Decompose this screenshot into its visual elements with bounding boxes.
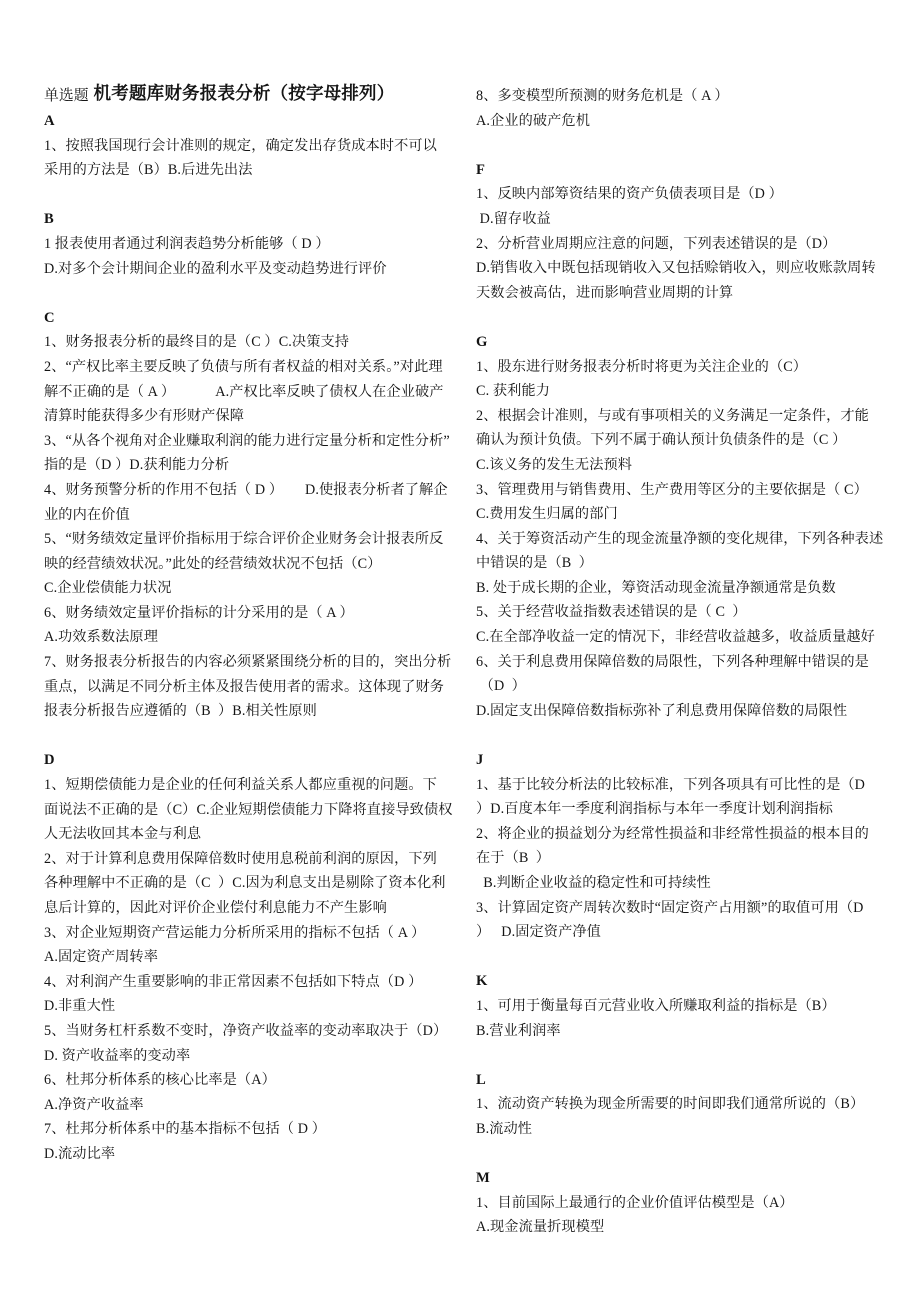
text-line: B.判断企业收益的稳定性和可持续性 xyxy=(476,875,711,891)
text-line: 3、“从各个视角对企业赚取利润的能力进行定量分析和定性分析” xyxy=(44,432,450,449)
text-line: 6、财务绩效定量评价指标的计分采用的是（ A ） xyxy=(44,604,354,621)
text-line: 1、财务报表分析的最终目的是（C ）C.决策支持 xyxy=(44,334,350,351)
text-line: 采用的方法是（B）B.后进先出法 xyxy=(44,162,253,179)
section-heading-c: C xyxy=(44,309,55,326)
text-line: 解不正确的是（ A ） A.产权比率反映了债权人在企业破产 xyxy=(44,383,444,400)
text-line: 2、对于计算利息费用保障倍数时使用息税前利润的原因，下列 xyxy=(44,850,437,867)
section-heading-g: G xyxy=(476,333,488,350)
text-line: 确认为预计负债。下列不属于确认预计负债条件的是（C ） xyxy=(476,432,847,449)
text-line: 重点，以满足不同分析主体及报告使用者的需求。这体现了财务 xyxy=(44,678,445,695)
paragraph-spacer xyxy=(476,133,894,158)
paragraph-spacer xyxy=(476,723,894,748)
paragraph-spacer xyxy=(476,1043,894,1068)
right-column xyxy=(476,84,894,1240)
paragraph-spacer xyxy=(44,183,456,208)
text-line: 面说法不正确的是（C）C.企业短期偿债能力下降将直接导致债权 xyxy=(44,801,453,818)
text-line: A.净资产收益率 xyxy=(44,1096,144,1113)
text-line: D.对多个会计期间企业的盈利水平及变动趋势进行评价 xyxy=(44,260,387,277)
section-heading-j: J xyxy=(476,752,484,769)
text-line: 7、财务报表分析报告的内容必须紧紧围绕分析的目的，突出分析 xyxy=(44,654,452,671)
text-line: 人无法收回其本金与利息 xyxy=(44,826,202,843)
paragraph-spacer xyxy=(44,281,456,306)
text-line: 天数会被高估，进而影响营业周期的计算 xyxy=(476,284,734,301)
text-line: 4、财务预警分析的作用不包括（ D ） D.使报表分析者了解企 xyxy=(44,481,448,498)
text-line: 1、流动资产转换为现金所需要的时间即我们通常所说的（B） xyxy=(476,1096,865,1113)
text-line: B.营业利润率 xyxy=(476,1022,561,1039)
text-line: 1 报表使用者通过利润表趋势分析能够（ D ） xyxy=(44,235,330,252)
text-line: D.固定支出保障倍数指标弥补了利息费用保障倍数的局限性 xyxy=(476,702,848,719)
text-line: D.销售收入中既包括现销收入又包括赊销收入，则应收账款周转 xyxy=(476,260,876,277)
paragraph-spacer xyxy=(44,724,456,749)
question-type-label: 单选题 xyxy=(44,88,89,104)
text-line: 3、管理费用与销售费用、生产费用等区分的主要依据是（ C） xyxy=(476,481,868,498)
text-line: 5、“财务绩效定量评价指标用于综合评价企业财务会计报表所反 xyxy=(44,531,444,548)
section-heading-m: M xyxy=(476,1170,490,1187)
text-line: A.现金流量折现模型 xyxy=(476,1219,605,1236)
text-line: 4、对利润产生重要影响的非正常因素不包括如下特点（D ） xyxy=(44,973,423,990)
text-line: 1、目前国际上最通行的企业价值评估模型是（A） xyxy=(476,1194,794,1211)
text-line: A.功效系数法原理 xyxy=(44,629,159,646)
text-line: 6、关于利息费用保障倍数的局限性，下列各种理解中错误的是 xyxy=(476,653,869,670)
text-line: 4、关于筹资活动产生的现金流量净额的变化规律，下列各种表述 xyxy=(476,530,884,547)
text-line: 1、基于比较分析法的比较标准，下列各项具有可比性的是（D xyxy=(476,776,866,793)
section-heading-b: B xyxy=(44,211,54,228)
text-line: 清算时能获得多少有形财产保障 xyxy=(44,408,245,425)
text-line: C.该义务的发生无法预料 xyxy=(476,456,633,473)
text-line: 5、关于经营收益指数表述错误的是（ C ） xyxy=(476,604,747,621)
section-heading-f: F xyxy=(476,161,485,178)
text-line: 映的经营绩效状况。”此处的经营绩效状况不包括（C） xyxy=(44,555,382,572)
text-line: B.流动性 xyxy=(476,1120,533,1137)
left-column-blocks xyxy=(44,109,456,1167)
text-line: C.费用发生归属的部门 xyxy=(476,506,618,523)
text-line: B. 处于成长期的企业，筹资活动现金流量净额通常是负数 xyxy=(476,579,836,596)
text-line: 报表分析报告应遵循的（B ）B.相关性原则 xyxy=(44,703,317,720)
text-line: 指的是（D ）D.获利能力分析 xyxy=(44,457,230,474)
text-line: 6、杜邦分析体系的核心比率是（A） xyxy=(44,1072,276,1089)
paragraph-spacer xyxy=(476,1142,894,1167)
text-line: （D ） xyxy=(476,678,526,695)
text-line: 中错误的是（B ） xyxy=(476,555,593,572)
text-line: 2、分析营业周期应注意的问题，下列表述错误的是（D） xyxy=(476,235,837,252)
text-line: C. 获利能力 xyxy=(476,383,551,400)
text-line: D.流动比率 xyxy=(44,1145,116,1162)
text-line: 1、可用于衡量每百元营业收入所赚取利益的指标是（B） xyxy=(476,997,836,1014)
text-line: 在于（B ） xyxy=(476,850,551,867)
paragraph-spacer xyxy=(476,945,894,970)
text-line: C.企业偿债能力状况 xyxy=(44,580,172,597)
text-line: A.企业的破产危机 xyxy=(476,112,591,129)
text-line: 3、对企业短期资产营运能力分析所采用的指标不包括（ A ） xyxy=(44,924,426,941)
text-line: 2、根据会计准则，与或有事项相关的义务满足一定条件，才能 xyxy=(476,407,869,424)
text-line: 8、多变模型所预测的财务危机是（ A ） xyxy=(476,88,729,104)
right-column-blocks xyxy=(476,84,894,1240)
section-heading-a: A xyxy=(44,113,55,129)
text-line: A.固定资产周转率 xyxy=(44,949,159,966)
text-line: 业的内在价值 xyxy=(44,506,130,523)
text-line: ） D.固定资产净值 xyxy=(476,924,601,941)
section-heading-k: K xyxy=(476,973,488,990)
section-heading-l: L xyxy=(476,1071,486,1088)
text-line: 2、“产权比率主要反映了负债与所有者权益的相对关系。”对此理 xyxy=(44,358,443,375)
text-line: 各种理解中不正确的是（C ）C.因为利息支出是剔除了资本化利 xyxy=(44,875,446,892)
text-line: C.在全部净收益一定的情况下，非经营收益越多，收益质量越好 xyxy=(476,629,875,646)
text-line: 1、按照我国现行会计准则的规定，确定发出存货成本时不可以 xyxy=(44,137,437,154)
text-line: 1、反映内部筹资结果的资产负债表项目是（D ） xyxy=(476,186,783,203)
text-line: 7、杜邦分析体系中的基本指标不包括（ D ） xyxy=(44,1121,327,1138)
text-line: 息后计算的，因此对评价企业偿付利息能力不产生影响 xyxy=(44,900,387,916)
text-line: D.留存收益 xyxy=(476,210,551,227)
text-line: D. 资产收益率的变动率 xyxy=(44,1047,191,1064)
text-line: ）D.百度本年一季度利润指标与本年一季度计划利润指标 xyxy=(476,801,833,818)
text-line: D.非重大性 xyxy=(44,998,116,1015)
paragraph-spacer xyxy=(476,305,894,330)
text-line: 3、计算固定资产周转次数时“固定资产占用额”的取值可用（D xyxy=(476,899,864,916)
text-line: 5、当财务杠杆系数不变时，净资产收益率的变动率取决于（D） xyxy=(44,1022,448,1039)
text-line: 1、股东进行财务报表分析时将更为关注企业的（C） xyxy=(476,358,808,375)
page-title: 机考题库财务报表分析（按字母排列） xyxy=(93,83,395,103)
text-line: 2、将企业的损益划分为经常性损益和非经常性损益的根本目的 xyxy=(476,825,869,842)
section-heading-d: D xyxy=(44,752,55,769)
left-column xyxy=(44,84,456,1167)
text-line: 1、短期偿债能力是企业的任何利益关系人都应重视的问题。下 xyxy=(44,777,437,794)
